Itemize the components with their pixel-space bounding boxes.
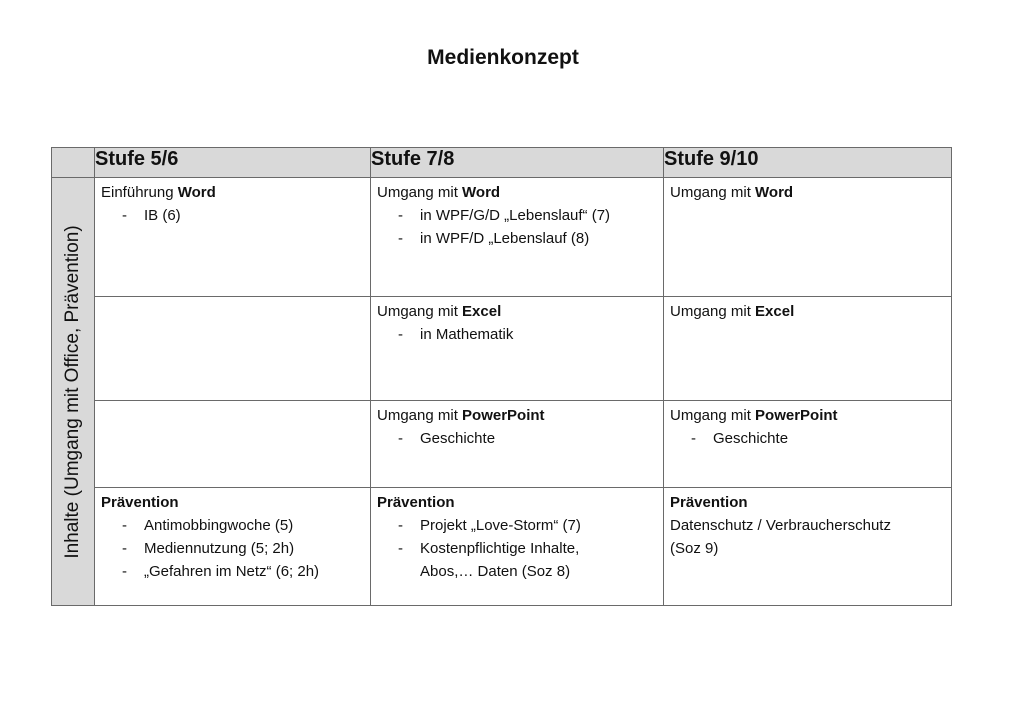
text-line: Datenschutz / Verbraucherschutz: [670, 517, 891, 534]
item-list: [670, 427, 945, 450]
list-item: - Mediennutzung (5; 2h): [101, 537, 364, 560]
cell-excel-stufe-9-10: [664, 297, 952, 401]
text-line: (Soz 9): [670, 540, 719, 557]
header-row: [52, 148, 952, 178]
cell-heading: Einführung Word: [101, 184, 216, 201]
cell-heading: Prävention: [377, 494, 455, 511]
cell-heading: Prävention: [101, 494, 179, 511]
list-item: - in WPF/G/D „Lebenslauf“ (7): [377, 204, 657, 227]
cell-heading: Umgang mit PowerPoint: [377, 407, 545, 424]
row-word: [52, 178, 952, 297]
cell-heading: Umgang mit PowerPoint: [670, 407, 838, 424]
list-item-continuation: Abos,… Daten (Soz 8): [420, 563, 571, 580]
cell-word-stufe-7-8: [371, 178, 664, 297]
row-powerpoint: [52, 401, 952, 488]
media-concept-table: [51, 147, 952, 606]
cell-excel-stufe-5-6: [95, 297, 371, 401]
item-list: [377, 514, 657, 583]
list-item: - in Mathematik: [377, 323, 657, 346]
item-list: [377, 427, 657, 450]
side-label-cell: [52, 178, 95, 606]
cell-heading: Umgang mit Word: [670, 184, 794, 201]
cell-word-stufe-5-6: [95, 178, 371, 297]
list-item: - Geschichte: [377, 427, 657, 450]
item-list: [101, 204, 364, 227]
cell-powerpoint-stufe-5-6: [95, 401, 371, 488]
list-item: - Projekt „Love-Storm“ (7): [377, 514, 657, 537]
list-item: - in WPF/D „Lebenslauf (8): [377, 227, 657, 250]
item-list: [101, 514, 364, 583]
cell-powerpoint-stufe-7-8: [371, 401, 664, 488]
cell-praevention-stufe-5-6: [95, 488, 371, 606]
cell-praevention-stufe-7-8: [371, 488, 664, 606]
row-praevention: [52, 488, 952, 606]
list-item: - Kostenpflichtige Inhalte,: [377, 537, 657, 560]
cell-heading: Prävention: [670, 494, 748, 511]
cell-word-stufe-9-10: [664, 178, 952, 297]
cell-heading: Umgang mit Excel: [377, 303, 502, 320]
cell-excel-stufe-7-8: [371, 297, 664, 401]
side-label: Inhalte (Umgang mit Office, Prävention): [62, 224, 83, 559]
corner-cell: [52, 148, 95, 178]
cell-praevention-stufe-9-10: [664, 488, 952, 606]
list-item: - Geschichte: [670, 427, 945, 450]
cell-powerpoint-stufe-9-10: [664, 401, 952, 488]
item-list: [377, 204, 657, 250]
list-item: - IB (6): [101, 204, 364, 227]
list-item: - Antimobbingwoche (5): [101, 514, 364, 537]
cell-heading: Umgang mit Word: [377, 184, 501, 201]
header-stufe-9-10: Stufe 9/10: [664, 148, 952, 178]
list-item: - „Gefahren im Netz“ (6; 2h): [101, 560, 364, 583]
page-title: Medienkonzept: [427, 46, 579, 69]
item-list: [377, 323, 657, 346]
header-stufe-7-8: Stufe 7/8: [371, 148, 664, 178]
header-stufe-5-6: Stufe 5/6: [95, 148, 371, 178]
row-excel: [52, 297, 952, 401]
cell-heading: Umgang mit Excel: [670, 303, 795, 320]
